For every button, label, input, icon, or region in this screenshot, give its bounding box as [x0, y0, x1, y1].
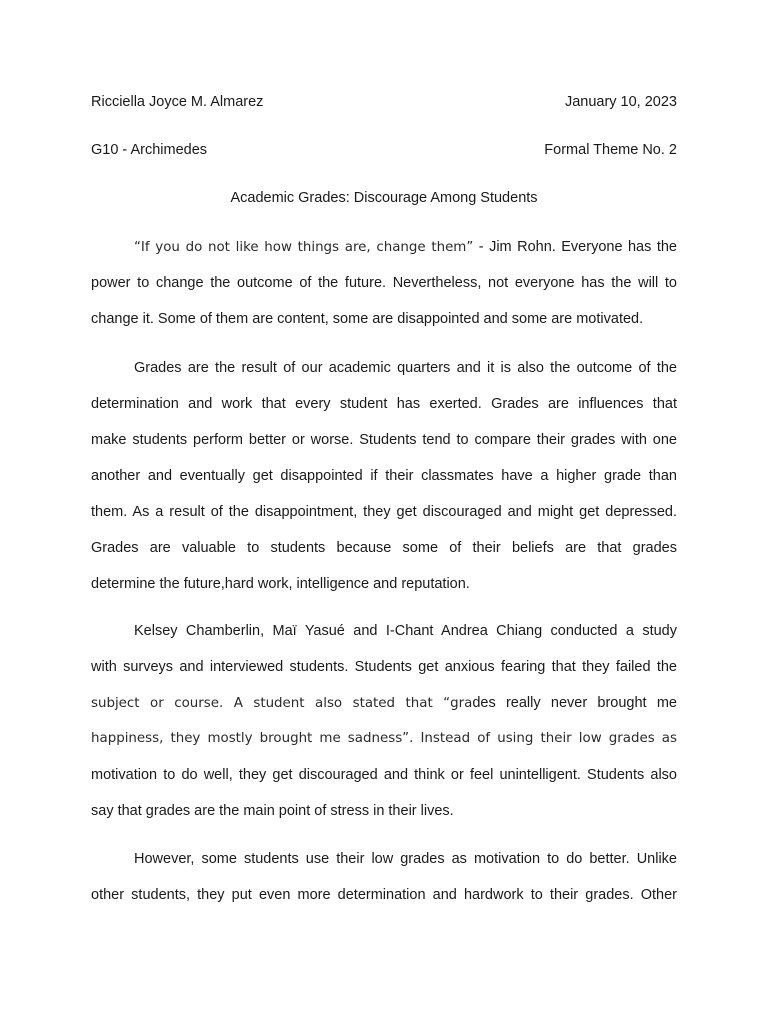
paragraph-line: Grades are valuable to students because some of their beliefs are that grades — [91, 540, 677, 556]
quoted-student-text-cont: des really never brought me — [472, 695, 677, 711]
quoted-student-text: subject or course. A student also stated that “gra — [91, 696, 473, 711]
paragraph-line: determine the future,hard work, intelligence and reputation. — [91, 576, 470, 592]
section-name: G10 - Archimedes — [91, 142, 208, 158]
paragraph-2 — [91, 358, 677, 610]
theme-number: Formal Theme No. 2 — [544, 142, 677, 158]
paragraph-1 — [91, 237, 677, 345]
paragraph-line: Grades are the result of our academic quarters and it is also the outcome of the — [134, 360, 677, 376]
paragraph-line: power to change the outcome of the future. Nevertheless, not everyone has the will to — [91, 275, 677, 291]
paragraph-line — [91, 693, 677, 729]
quote-attribution-text: - Jim Rohn. Everyone has the — [473, 239, 677, 255]
paragraph-line — [91, 237, 677, 273]
paragraph-line: another and eventually get disappointed if their classmates have a higher grade than — [91, 468, 677, 484]
header-row-section-theme — [91, 140, 677, 160]
document-title: Academic Grades: Discourage Among Students — [230, 190, 538, 206]
paragraph-line: them. As a result of the disappointment, they get discouraged and might get depressed. — [91, 504, 677, 520]
paragraph-line: change it. Some of them are content, some are disappointed and some are motivated. — [91, 311, 644, 327]
paragraph-line: make students perform better or worse. Students tend to compare their grades with one — [91, 432, 677, 448]
paragraph-line: other students, they put even more determination and hardwork to their grades. Other — [91, 887, 677, 903]
paragraph-line: motivation to do well, they get discouraged and think or feel unintelligent. Students also — [91, 767, 677, 783]
paragraph-line: happiness, they mostly brought me sadness”. Instead of using their low grades as — [91, 731, 677, 746]
paragraph-line: Kelsey Chamberlin, Maï Yasué and I-Chant Andrea Chiang conducted a study — [134, 623, 677, 639]
author-name: Ricciella Joyce M. Almarez — [91, 94, 264, 110]
quote-text: “If you do not like how things are, change them” — [134, 240, 474, 255]
header-row-author-date — [91, 92, 677, 112]
paragraph-line: However, some students use their low grades as motivation to do better. Unlike — [134, 851, 677, 867]
paragraph-line: determination and work that every student has exerted. Grades are influences that — [91, 396, 677, 412]
paragraph-4 — [91, 849, 677, 921]
paragraph-line: with surveys and interviewed students. Students get anxious fearing that they failed the — [91, 659, 677, 675]
document-date: January 10, 2023 — [564, 94, 677, 110]
paragraph-3 — [91, 621, 677, 837]
paragraph-line: say that grades are the main point of stress in their lives. — [91, 803, 454, 819]
